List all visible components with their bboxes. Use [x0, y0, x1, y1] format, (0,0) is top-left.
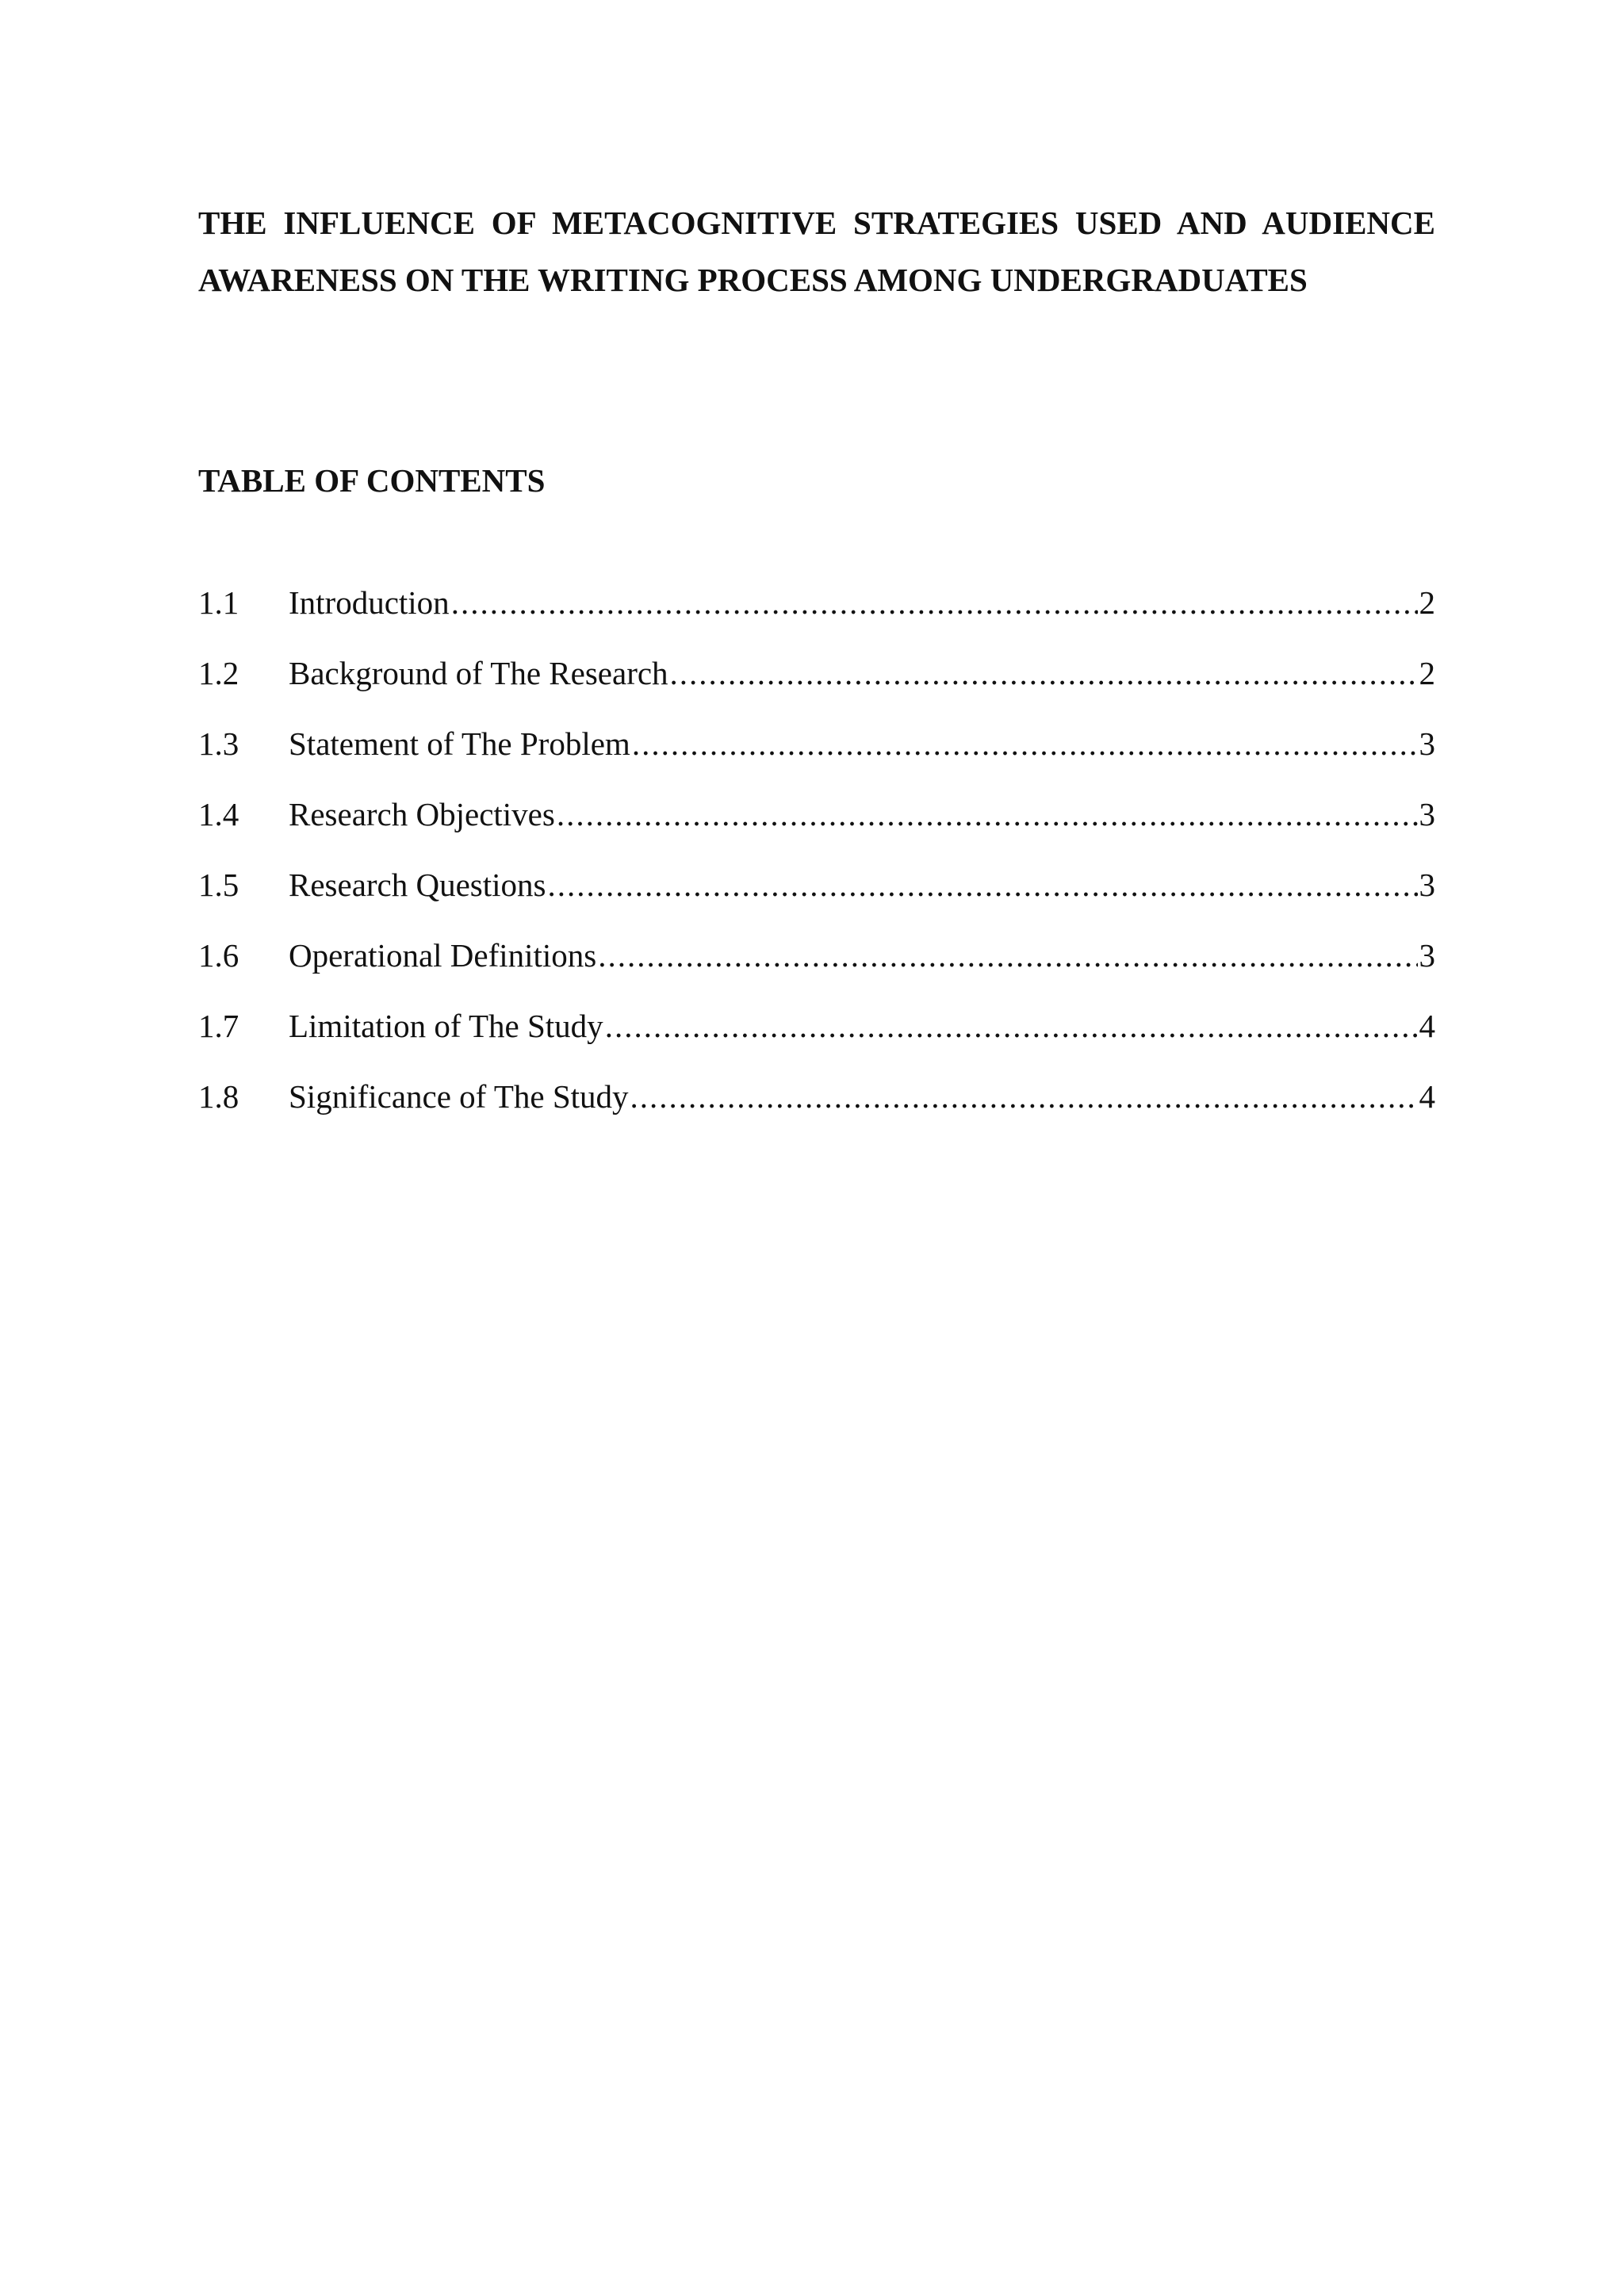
- toc-entry-title: Operational Definitions: [289, 937, 597, 974]
- document-title-line-2: AWARENESS ON THE WRITING PROCESS AMONG UNDERGRADUATES: [198, 262, 1308, 298]
- toc-entry-page: 2: [1419, 584, 1435, 621]
- toc-entry[interactable]: [198, 863, 1435, 933]
- toc-entry[interactable]: [198, 651, 1435, 721]
- toc-entry[interactable]: [198, 1004, 1435, 1074]
- document-title: [198, 194, 1435, 308]
- toc-entry-page: 3: [1419, 867, 1435, 903]
- toc-entry[interactable]: [198, 933, 1435, 1004]
- toc-dot-leader: [598, 933, 1417, 978]
- toc-entry-number: 1.1: [198, 584, 239, 621]
- toc-entry-title: Research Questions: [289, 867, 546, 903]
- toc-entry-title: Background of The Research: [289, 655, 668, 691]
- toc-entry-title: Research Objectives: [289, 796, 555, 832]
- toc-dot-leader: [630, 1074, 1418, 1119]
- toc-dot-leader: [548, 863, 1418, 907]
- toc-dot-leader: [557, 792, 1418, 836]
- toc-entry-title: Statement of The Problem: [289, 725, 630, 762]
- toc-entry-page: 2: [1419, 655, 1435, 691]
- toc-dot-leader: [451, 580, 1418, 625]
- toc-dot-leader: [632, 721, 1418, 766]
- toc-heading: TABLE OF CONTENTS: [198, 462, 546, 499]
- toc-dot-leader: [670, 651, 1418, 695]
- toc-entry-number: 1.2: [198, 655, 239, 691]
- toc-entry-title: Introduction: [289, 584, 450, 621]
- toc-entry-number: 1.8: [198, 1078, 239, 1115]
- toc-entry-title: Significance of The Study: [289, 1078, 629, 1115]
- toc-entry-number: 1.4: [198, 796, 239, 832]
- toc-entry[interactable]: [198, 580, 1435, 651]
- toc-entry-number: 1.6: [198, 937, 239, 974]
- toc-entry-page: 3: [1419, 796, 1435, 832]
- document-title-line-1: THE INFLUENCE OF METACOGNITIVE STRATEGIES USED AND AUDIENCE: [198, 205, 1435, 241]
- toc-entry-title: Limitation of The Study: [289, 1008, 603, 1044]
- toc-dot-leader: [605, 1004, 1418, 1048]
- toc-entry-page: 3: [1419, 725, 1435, 762]
- toc-entry[interactable]: [198, 792, 1435, 863]
- toc-entry[interactable]: [198, 721, 1435, 792]
- toc-entry-number: 1.7: [198, 1008, 239, 1044]
- toc-entry[interactable]: [198, 1074, 1435, 1145]
- toc-entry-number: 1.5: [198, 867, 239, 903]
- toc-entry-page: 3: [1419, 937, 1435, 974]
- toc-entry-number: 1.3: [198, 725, 239, 762]
- table-of-contents: [198, 580, 1435, 1145]
- toc-entry-page: 4: [1419, 1008, 1435, 1044]
- toc-entry-page: 4: [1419, 1078, 1435, 1115]
